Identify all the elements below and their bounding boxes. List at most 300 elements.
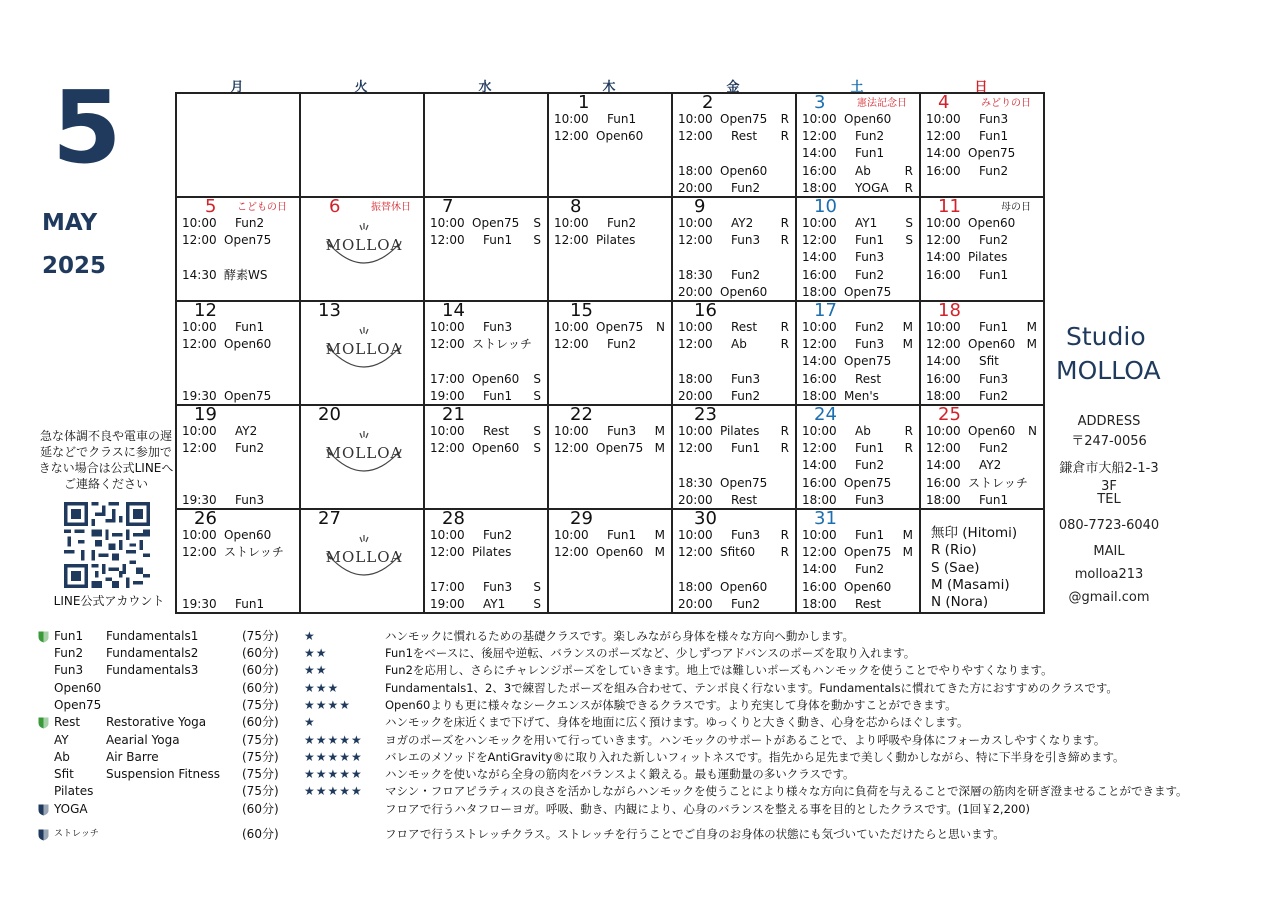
address: 鎌倉市大船2-1-3 <box>1059 461 1159 476</box>
day-number: 15 <box>570 301 593 321</box>
class-entry <box>926 440 1037 457</box>
class-entry <box>678 267 789 284</box>
instructor-code: R <box>780 129 789 144</box>
day-number: 26 <box>194 509 217 529</box>
legend-difficulty-stars: ★★ <box>304 663 328 677</box>
instructor-code: S <box>533 371 541 386</box>
legend-abbr: Ab <box>54 750 70 764</box>
class-time: 14:00 <box>802 354 837 369</box>
tel-label: TEL <box>1097 492 1121 507</box>
month-name: MAY <box>42 210 98 236</box>
molloa-logo <box>325 220 403 268</box>
instructor-code: S <box>533 233 541 248</box>
day-number: 3 <box>814 93 826 113</box>
class-time: 12:00 <box>678 337 713 352</box>
class-name: Fun1 <box>979 129 1009 144</box>
class-name: Ab <box>855 163 871 178</box>
day-cell <box>176 405 300 509</box>
class-name: Fun1 <box>855 528 885 542</box>
class-name: ストレッチ <box>472 337 532 352</box>
class-entry <box>802 249 913 266</box>
class-name: Open75 <box>844 545 892 560</box>
day-cell <box>300 301 424 405</box>
class-entry <box>678 336 789 353</box>
tel-number[interactable]: 080-7723-6040 <box>1058 518 1160 533</box>
class-entry <box>926 388 1037 405</box>
legend-description: ヨガのポーズをハンモックを用いて行っていきます。ハンモックのサポートがあることで、より呼吸や身体にフォーカスしやすくなります。 <box>385 733 1106 747</box>
instructor-code: M <box>902 528 913 542</box>
legend-difficulty-stars: ★★★★★ <box>304 733 363 747</box>
class-entry <box>802 457 913 474</box>
day-number: 2 <box>702 93 714 113</box>
class-time: 14:00 <box>802 250 837 265</box>
legend-duration: (60分) <box>242 715 279 729</box>
class-name: YOGA <box>855 180 889 195</box>
instructor-code: S <box>533 441 541 456</box>
class-time: 18:00 <box>678 579 713 594</box>
legend-description: Open60よりも更に様々なシークエンスが体験できるクラスです。より充実して身体を動かすことができます。 <box>385 698 957 712</box>
legend-difficulty-stars: ★ <box>304 629 316 643</box>
legend-duration: (75分) <box>242 733 279 747</box>
class-name: Fun1 <box>483 233 513 248</box>
class-time: 10:00 <box>802 424 837 438</box>
address-label: ADDRESS <box>1077 414 1141 429</box>
class-name: Fun1 <box>855 146 885 161</box>
class-time: 18:00 <box>802 284 837 299</box>
class-entry <box>430 579 541 596</box>
legend-description: フロアで行うストレッチクラス。ストレッチを行うことでご自身のお身体の状態にも気づいていただけたらと思います。 <box>385 827 1005 841</box>
class-entry <box>678 475 789 492</box>
class-entry <box>430 527 541 544</box>
class-time: 17:00 <box>430 579 465 594</box>
day-number: 4 <box>938 93 950 113</box>
class-time: 18:00 <box>678 371 713 386</box>
class-time: 12:00 <box>926 441 961 456</box>
class-entry <box>802 579 913 596</box>
class-entry <box>182 319 293 336</box>
instructor-code: M <box>654 545 665 560</box>
class-time: 20:00 <box>678 492 713 507</box>
class-name: Pilates <box>596 233 636 248</box>
legend-abbr: Pilates <box>54 784 94 798</box>
class-time: 10:00 <box>554 216 589 230</box>
class-time: 10:00 <box>182 216 217 230</box>
day-number: 9 <box>694 197 706 217</box>
day-cell <box>424 93 548 197</box>
studio-name-line1: Studio <box>1066 322 1146 351</box>
weekday-header: 土 <box>850 80 864 95</box>
class-entry <box>430 544 541 561</box>
legend-full-name: Fundamentals3 <box>106 663 199 677</box>
class-entry <box>182 544 293 561</box>
legend-abbr: Rest <box>54 715 81 729</box>
class-name: Fun1 <box>235 596 265 611</box>
calendar-grid <box>175 92 1045 614</box>
class-time: 18:00 <box>802 596 837 611</box>
class-entry <box>678 319 789 336</box>
class-time: 12:00 <box>802 337 837 352</box>
day-number: 12 <box>194 301 217 321</box>
legend-duration: (60分) <box>242 681 279 695</box>
legend-abbr: Sfit <box>54 767 74 781</box>
legend-abbr: Fun2 <box>54 646 84 660</box>
legend-description: Fun1をベースに、後屈や逆転、バランスのポーズなど、少しずつアドバンスのポーズを取り入れます。 <box>385 646 916 660</box>
class-time: 12:00 <box>182 441 217 456</box>
class-name: Open60 <box>472 441 520 456</box>
class-time: 10:00 <box>678 424 713 438</box>
legend-full-name: Fundamentals2 <box>106 646 199 660</box>
day-cell <box>300 197 424 301</box>
legend-full-name: Suspension Fitness <box>106 767 220 781</box>
class-time: 14:00 <box>802 562 837 577</box>
class-entry <box>802 284 913 301</box>
day-number: 31 <box>814 509 837 529</box>
day-number: 20 <box>318 405 341 425</box>
class-name: Open60 <box>720 579 768 594</box>
class-entry <box>678 492 789 509</box>
holiday-label: みどりの日 <box>981 98 1031 109</box>
class-entry <box>678 423 789 440</box>
class-entry <box>182 596 293 613</box>
class-time: 10:00 <box>554 320 589 334</box>
class-name: Open60 <box>224 528 272 542</box>
class-name: Fun3 <box>731 233 761 248</box>
legend-abbr: ストレッチ <box>54 829 99 839</box>
day-cell <box>920 301 1044 405</box>
class-name: AY1 <box>855 216 878 230</box>
holiday-label: 憲法記念日 <box>857 98 907 109</box>
class-name: Open75 <box>844 475 892 490</box>
day-cell <box>424 197 548 301</box>
class-time: 16:00 <box>802 163 837 178</box>
instructor-code: R <box>904 180 913 195</box>
weekday-header: 月 <box>230 80 244 95</box>
class-name: Fun2 <box>731 596 761 611</box>
class-time: 12:00 <box>430 233 465 248</box>
molloa-logo <box>325 428 403 476</box>
legend-abbr: Open60 <box>54 681 102 695</box>
legend-duration: (60分) <box>242 802 279 816</box>
class-time: 20:00 <box>678 388 713 403</box>
day-cell <box>176 509 300 613</box>
class-time: 10:00 <box>926 112 961 126</box>
class-entry <box>182 527 293 544</box>
class-entry <box>802 596 913 613</box>
class-name: Sfit60 <box>720 545 756 560</box>
class-name: Fun2 <box>731 267 761 282</box>
class-entry <box>554 544 665 561</box>
class-name: Fun1 <box>855 233 885 248</box>
class-name: Fun2 <box>855 458 885 473</box>
class-name: Open60 <box>844 112 892 126</box>
class-name: Open75 <box>968 146 1016 161</box>
mail-address-2[interactable]: @gmail.com <box>1068 590 1150 605</box>
day-cell <box>796 509 920 613</box>
class-time: 10:00 <box>430 528 465 542</box>
instructor-code: R <box>780 424 789 438</box>
class-time: 20:00 <box>678 284 713 299</box>
class-entry <box>802 128 913 145</box>
class-entry <box>802 336 913 353</box>
holiday-label: こどもの日 <box>237 202 287 213</box>
class-time: 10:00 <box>430 424 465 438</box>
class-entry <box>554 215 665 232</box>
class-entry <box>926 215 1037 232</box>
class-entry <box>430 371 541 388</box>
class-name: Pilates <box>472 545 512 560</box>
day-cell <box>920 93 1044 197</box>
legend-difficulty-stars: ★★★★★ <box>304 767 363 781</box>
class-entry <box>926 145 1037 162</box>
class-name: Fun2 <box>731 180 761 195</box>
day-number: 10 <box>814 197 837 217</box>
class-time: 10:00 <box>182 528 217 542</box>
class-time: 10:00 <box>802 528 837 542</box>
class-time: 10:00 <box>182 320 217 334</box>
class-entry <box>926 371 1037 388</box>
class-name: Fun1 <box>855 441 885 456</box>
class-entry <box>554 319 665 336</box>
instructor-key: R (Rio) <box>931 542 977 559</box>
legend-duration: (75分) <box>242 784 279 798</box>
instructor-code: R <box>780 233 789 248</box>
legend-full-name: Air Barre <box>106 750 159 764</box>
instructor-code: R <box>780 528 789 542</box>
class-name: Fun3 <box>979 371 1009 386</box>
class-name: Open75 <box>596 320 644 334</box>
class-time: 10:00 <box>554 424 589 438</box>
instructor-code: N <box>1028 424 1037 438</box>
class-time: 12:00 <box>678 545 713 560</box>
class-name: Men's <box>844 388 879 403</box>
day-number: 13 <box>318 301 341 321</box>
class-time: 12:00 <box>678 441 713 456</box>
class-name: Rest <box>855 596 882 611</box>
class-entry <box>554 128 665 145</box>
svg-text:MOLLOA: MOLLOA <box>325 444 403 462</box>
instructor-key: N (Nora) <box>931 594 989 611</box>
class-entry <box>430 215 541 232</box>
class-name: Open60 <box>720 284 768 299</box>
class-name: Fun3 <box>731 371 761 386</box>
class-name: Fun2 <box>979 441 1009 456</box>
legend-abbr: YOGA <box>54 802 88 816</box>
legend-full-name: Aearial Yoga <box>106 733 180 747</box>
day-cell <box>300 93 424 197</box>
class-name: Fun1 <box>607 528 637 542</box>
class-entry <box>926 232 1037 249</box>
day-number: 7 <box>442 197 454 217</box>
class-name: Fun2 <box>855 267 885 282</box>
class-name: Open60 <box>472 371 520 386</box>
day-cell <box>672 405 796 509</box>
day-cell <box>548 93 672 197</box>
class-time: 19:30 <box>182 492 217 507</box>
class-entry <box>802 388 913 405</box>
class-time: 12:00 <box>554 233 589 248</box>
class-name: Rest <box>855 371 882 386</box>
class-time: 14:00 <box>802 146 837 161</box>
class-time: 19:30 <box>182 388 217 403</box>
class-name: Ab <box>731 337 747 352</box>
class-entry <box>678 232 789 249</box>
mail-label: MAIL <box>1093 544 1125 559</box>
instructor-code: M <box>654 424 665 438</box>
class-time: 16:00 <box>926 475 961 490</box>
class-entry <box>678 163 789 180</box>
class-entry <box>802 111 913 128</box>
class-name: ストレッチ <box>968 475 1028 490</box>
day-cell <box>920 197 1044 301</box>
day-cell <box>796 405 920 509</box>
class-entry <box>678 215 789 232</box>
class-time: 19:00 <box>430 388 465 403</box>
class-time: 10:00 <box>554 112 589 126</box>
instructor-code: S <box>533 424 541 438</box>
day-number: 14 <box>442 301 465 321</box>
class-time: 12:00 <box>430 545 465 560</box>
class-name: Fun2 <box>855 129 885 144</box>
class-name: Fun3 <box>855 492 885 507</box>
class-entry <box>802 527 913 544</box>
class-entry <box>430 440 541 457</box>
class-entry <box>182 232 293 249</box>
class-name: Open75 <box>224 388 272 403</box>
year: 2025 <box>42 253 107 279</box>
class-time: 10:00 <box>678 216 713 230</box>
class-time: 16:00 <box>802 475 837 490</box>
class-time: 12:00 <box>182 337 217 352</box>
class-entry <box>430 596 541 613</box>
class-time: 10:00 <box>678 320 713 334</box>
class-time: 17:00 <box>430 371 465 386</box>
legend-description: フロアで行うハタフローヨガ。呼吸、動き、内観により、心身のバランスを整える事を目的としたクラスです。(1回￥2,200) <box>385 802 1031 816</box>
class-time: 12:00 <box>554 129 589 144</box>
day-cell <box>920 509 1044 613</box>
legend-description: バレエのメソッドをAntiGravity®に取り入れた新しいフィットネスです。指先から足先まで美しく動かしながら、特に下半身を引き締めます。 <box>385 750 1125 764</box>
shield-icon <box>38 717 49 729</box>
legend-duration: (75分) <box>242 629 279 643</box>
class-time: 14:00 <box>802 458 837 473</box>
day-cell <box>796 301 920 405</box>
day-number: 5 <box>205 197 217 217</box>
class-time: 14:00 <box>926 458 961 473</box>
class-entry <box>678 544 789 561</box>
line-account-label: LINE公式アカウント <box>53 594 165 608</box>
class-name: Rest <box>731 129 758 144</box>
class-entry <box>926 457 1037 474</box>
weekday-header: 火 <box>354 80 368 95</box>
class-name: 酵素WS <box>224 267 268 282</box>
class-time: 12:00 <box>926 337 961 352</box>
class-name: Fun2 <box>483 528 513 542</box>
class-time: 12:00 <box>430 337 465 352</box>
legend-description: ハンモックを使いながら全身の筋肉をバランスよく鍛える。最も運動量の多いクラスです。 <box>385 767 855 781</box>
class-entry <box>926 163 1037 180</box>
day-cell <box>300 509 424 613</box>
legend-difficulty-stars: ★★★★★ <box>304 750 363 764</box>
class-entry <box>182 423 293 440</box>
instructor-code: R <box>780 337 789 352</box>
day-number: 8 <box>570 197 582 217</box>
day-cell <box>548 509 672 613</box>
class-name: Fun1 <box>483 388 513 403</box>
day-cell <box>424 405 548 509</box>
class-entry <box>430 319 541 336</box>
class-name: Fun3 <box>731 528 761 542</box>
class-time: 12:00 <box>430 441 465 456</box>
class-time: 12:00 <box>802 441 837 456</box>
class-time: 18:00 <box>802 388 837 403</box>
instructor-code: R <box>780 112 789 126</box>
class-entry <box>926 423 1037 440</box>
class-name: Fun3 <box>855 337 885 352</box>
instructor-code: N <box>656 320 665 334</box>
class-time: 20:00 <box>678 180 713 195</box>
shield-icon <box>38 631 49 643</box>
class-name: Open60 <box>968 337 1016 352</box>
day-number: 29 <box>570 509 593 529</box>
class-entry <box>430 388 541 405</box>
legend-full-name: Restorative Yoga <box>106 715 207 729</box>
class-time: 12:00 <box>554 545 589 560</box>
class-name: Fun1 <box>979 320 1009 334</box>
weekday-header: 金 <box>726 80 740 95</box>
day-number: 30 <box>694 509 717 529</box>
class-time: 10:00 <box>430 320 465 334</box>
class-entry <box>678 180 789 197</box>
class-time: 10:00 <box>926 320 961 334</box>
month-number: 5 <box>52 69 122 186</box>
class-entry <box>926 475 1037 492</box>
legend-duration: (60分) <box>242 646 279 660</box>
mail-address-1[interactable]: molloa213 <box>1074 567 1144 582</box>
day-cell <box>176 93 300 197</box>
class-time: 12:00 <box>554 337 589 352</box>
legend-difficulty-stars: ★★★★ <box>304 698 352 712</box>
legend-abbr: Fun3 <box>54 663 84 677</box>
instructor-key: M (Masami) <box>931 576 1010 593</box>
class-time: 18:00 <box>926 388 961 403</box>
legend-difficulty-stars: ★★ <box>304 646 328 660</box>
instructor-code: R <box>780 441 789 456</box>
class-entry <box>182 440 293 457</box>
class-time: 10:00 <box>802 216 837 230</box>
class-name: Open75 <box>224 233 272 248</box>
class-name: Rest <box>731 320 758 334</box>
instructor-code: R <box>904 441 913 456</box>
shield-icon <box>38 829 49 841</box>
class-entry <box>802 440 913 457</box>
class-name: Open60 <box>224 337 272 352</box>
class-name: Open60 <box>596 129 644 144</box>
line-qr-code[interactable] <box>63 502 151 588</box>
class-name: AY2 <box>979 458 1002 473</box>
class-entry <box>802 423 913 440</box>
instructor-code: S <box>533 216 541 230</box>
class-entry <box>802 267 913 284</box>
class-entry <box>554 232 665 249</box>
day-cell <box>920 405 1044 509</box>
class-entry <box>926 319 1037 336</box>
class-name: Fun3 <box>855 250 885 265</box>
day-number: 28 <box>442 509 465 529</box>
class-entry <box>926 267 1037 284</box>
class-name: Rest <box>731 492 758 507</box>
instructor-key: S (Sae) <box>931 559 980 576</box>
class-time: 10:00 <box>926 216 961 230</box>
legend-difficulty-stars: ★★★★★ <box>304 784 363 798</box>
